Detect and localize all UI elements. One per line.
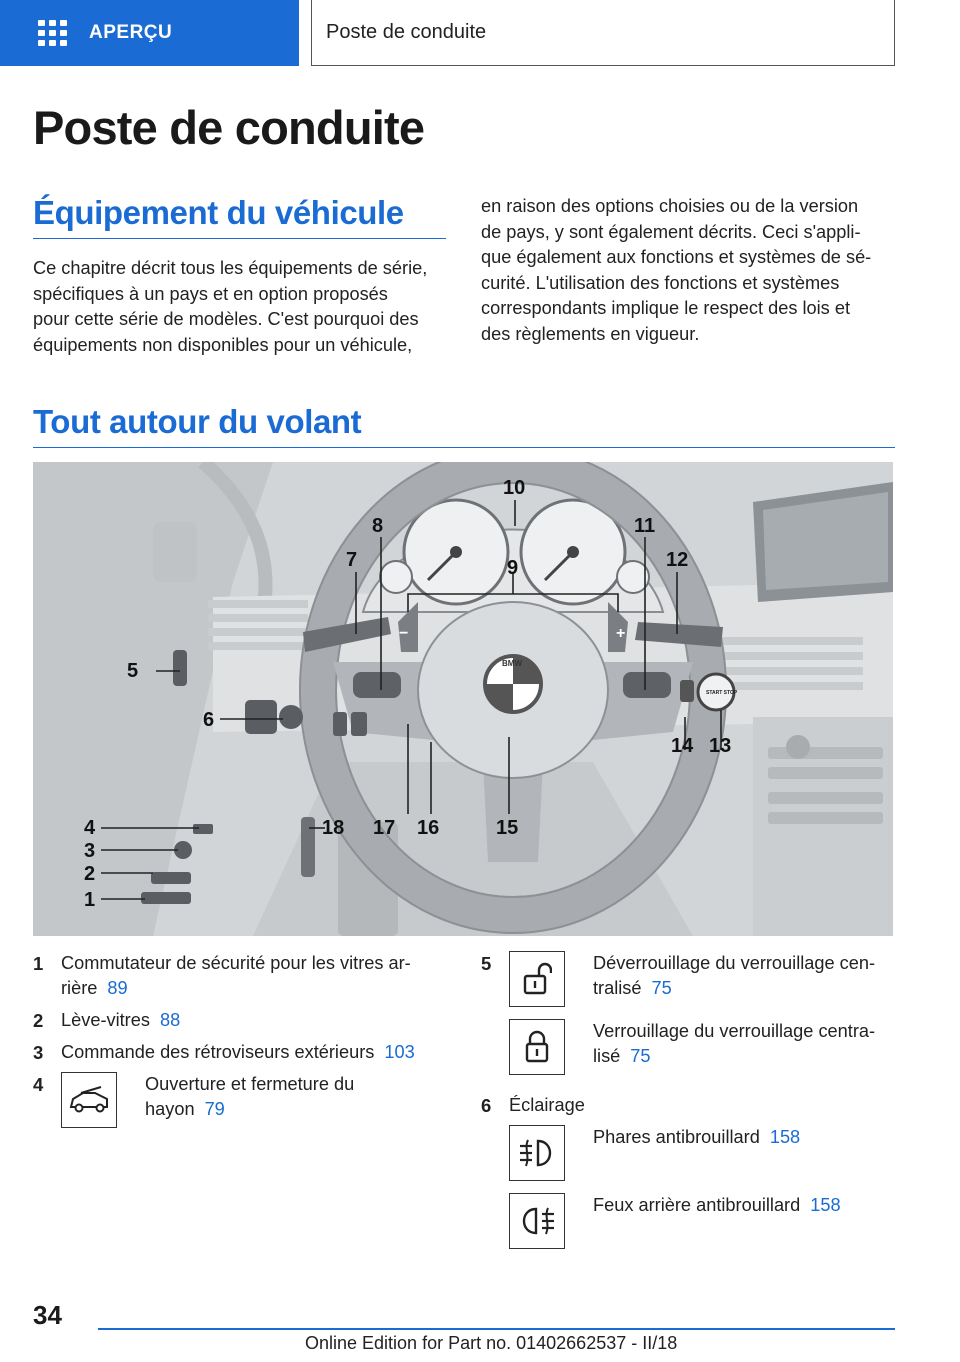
edition-text: Online Edition for Part no. 01402662537 - II/18 xyxy=(305,1333,678,1353)
callout-5: 5 xyxy=(127,660,139,682)
section-heading-equipment: Équipement du véhicule xyxy=(33,194,446,239)
callout-6: 6 xyxy=(203,709,215,731)
callout-8: 8 xyxy=(372,515,384,537)
legend-text: rière xyxy=(61,978,98,998)
page-ref-link[interactable]: 79 xyxy=(204,1099,225,1119)
callout-17: 17 xyxy=(373,817,396,839)
page-ref-link[interactable]: 103 xyxy=(384,1042,415,1062)
section-breadcrumb-label: Poste de conduite xyxy=(326,21,487,43)
legend-number: 6 xyxy=(481,1095,492,1116)
section-heading-steering-wheel: Tout autour du volant xyxy=(33,403,895,448)
legend-text: Lève-vitres xyxy=(61,1010,150,1030)
legend-item-5-unlock xyxy=(481,951,896,1011)
page-ref-link[interactable]: 75 xyxy=(651,978,672,998)
legend-number: 2 xyxy=(33,1010,44,1031)
callout-7: 7 xyxy=(346,549,358,571)
text-line: correspondants implique le respect des lois et xyxy=(481,298,850,318)
legend-text: Commande des rétroviseurs extérieurs xyxy=(61,1042,375,1062)
callout-16: 16 xyxy=(417,817,440,839)
footer-divider xyxy=(98,1328,895,1330)
callout-9: 9 xyxy=(507,557,519,579)
page-ref-link[interactable]: 89 xyxy=(107,978,128,998)
legend-item-6 xyxy=(481,1093,896,1118)
callout-10: 10 xyxy=(503,477,526,499)
legend-text: tralisé xyxy=(593,978,642,998)
paddle-plus-label: + xyxy=(616,625,626,642)
tailgate-icon xyxy=(61,1072,117,1128)
callout-4: 4 xyxy=(84,817,96,839)
page-ref-link[interactable]: 75 xyxy=(630,1046,651,1066)
overview-tab[interactable] xyxy=(0,0,299,66)
text-line: curité. L'utilisation des fonctions et systèmes xyxy=(481,272,840,293)
callout-1: 1 xyxy=(84,889,96,911)
callout-11: 11 xyxy=(634,515,656,537)
page-number: 34 xyxy=(33,1300,62,1330)
legend-item-1 xyxy=(33,951,453,1001)
legend-number: 3 xyxy=(33,1042,44,1063)
callout-3: 3 xyxy=(84,840,96,862)
legend-item-lock xyxy=(481,1019,896,1079)
page-ref-link[interactable]: 158 xyxy=(769,1127,801,1147)
legend-text: hayon xyxy=(145,1099,195,1119)
text-line: équipements non disponibles pour un véhicule, xyxy=(33,334,413,355)
page-title: Poste de conduite xyxy=(33,101,425,154)
intro-paragraph-col1 xyxy=(33,256,453,358)
legend-item-4 xyxy=(33,1072,453,1132)
legend-text: Déverrouillage du verrouillage cen- xyxy=(593,953,876,973)
page-ref-link[interactable]: 158 xyxy=(810,1195,841,1215)
legend-number: 4 xyxy=(33,1074,44,1095)
lock-icon xyxy=(509,1019,565,1075)
legend-text: Éclairage xyxy=(509,1095,585,1115)
text-line: pour cette série de modèles. C'est pourquoi des xyxy=(33,309,419,329)
callout-18: 18 xyxy=(322,817,345,839)
legend-item-front-fog xyxy=(481,1125,896,1185)
legend-number: 1 xyxy=(33,953,44,974)
text-line: spécifiques à un pays et en option proposés xyxy=(33,283,388,304)
intro-paragraph-col2 xyxy=(481,194,901,347)
legend-text: Feux arrière antibrouillard xyxy=(593,1195,801,1215)
legend-item-2 xyxy=(33,1008,453,1033)
legend-item-3 xyxy=(33,1040,453,1065)
callout-13: 13 xyxy=(709,735,732,757)
text-line: que également aux fonctions et systèmes de sé- xyxy=(481,247,872,267)
bmw-logo-text: BMW xyxy=(502,659,522,668)
legend-text: lisé xyxy=(593,1046,621,1066)
start-stop-label: START STOP xyxy=(706,690,738,696)
cockpit-illustration xyxy=(33,462,893,936)
callout-14: 14 xyxy=(671,735,694,757)
text-line: en raison des options choisies ou de la version xyxy=(481,196,859,216)
text-line: Ce chapitre décrit tous les équipements de série, xyxy=(33,258,428,278)
paddle-minus-label: − xyxy=(399,625,409,642)
legend-number: 5 xyxy=(481,953,492,974)
text-line: de pays, y sont également décrits. Ceci s'appli- xyxy=(481,221,861,242)
grid-menu-icon xyxy=(38,20,67,46)
callout-12: 12 xyxy=(666,549,689,571)
text-line: des règlements en vigueur. xyxy=(481,323,700,344)
overview-tab-label: APERÇU xyxy=(89,22,173,43)
legend-item-rear-fog xyxy=(481,1193,896,1253)
legend-text: Commutateur de sécurité pour les vitres ar- xyxy=(61,953,411,973)
section-breadcrumb[interactable] xyxy=(311,0,895,66)
legend-text: Verrouillage du verrouillage centra- xyxy=(593,1021,876,1041)
callout-15: 15 xyxy=(496,817,519,839)
rear-fog-light-icon xyxy=(509,1193,565,1249)
legend-text: Phares antibrouillard xyxy=(593,1127,760,1147)
callout-2: 2 xyxy=(84,863,96,885)
front-fog-light-icon xyxy=(509,1125,565,1181)
legend-text: Ouverture et fermeture du xyxy=(145,1074,355,1094)
page-ref-link[interactable]: 88 xyxy=(159,1010,181,1030)
unlock-icon xyxy=(509,951,565,1007)
